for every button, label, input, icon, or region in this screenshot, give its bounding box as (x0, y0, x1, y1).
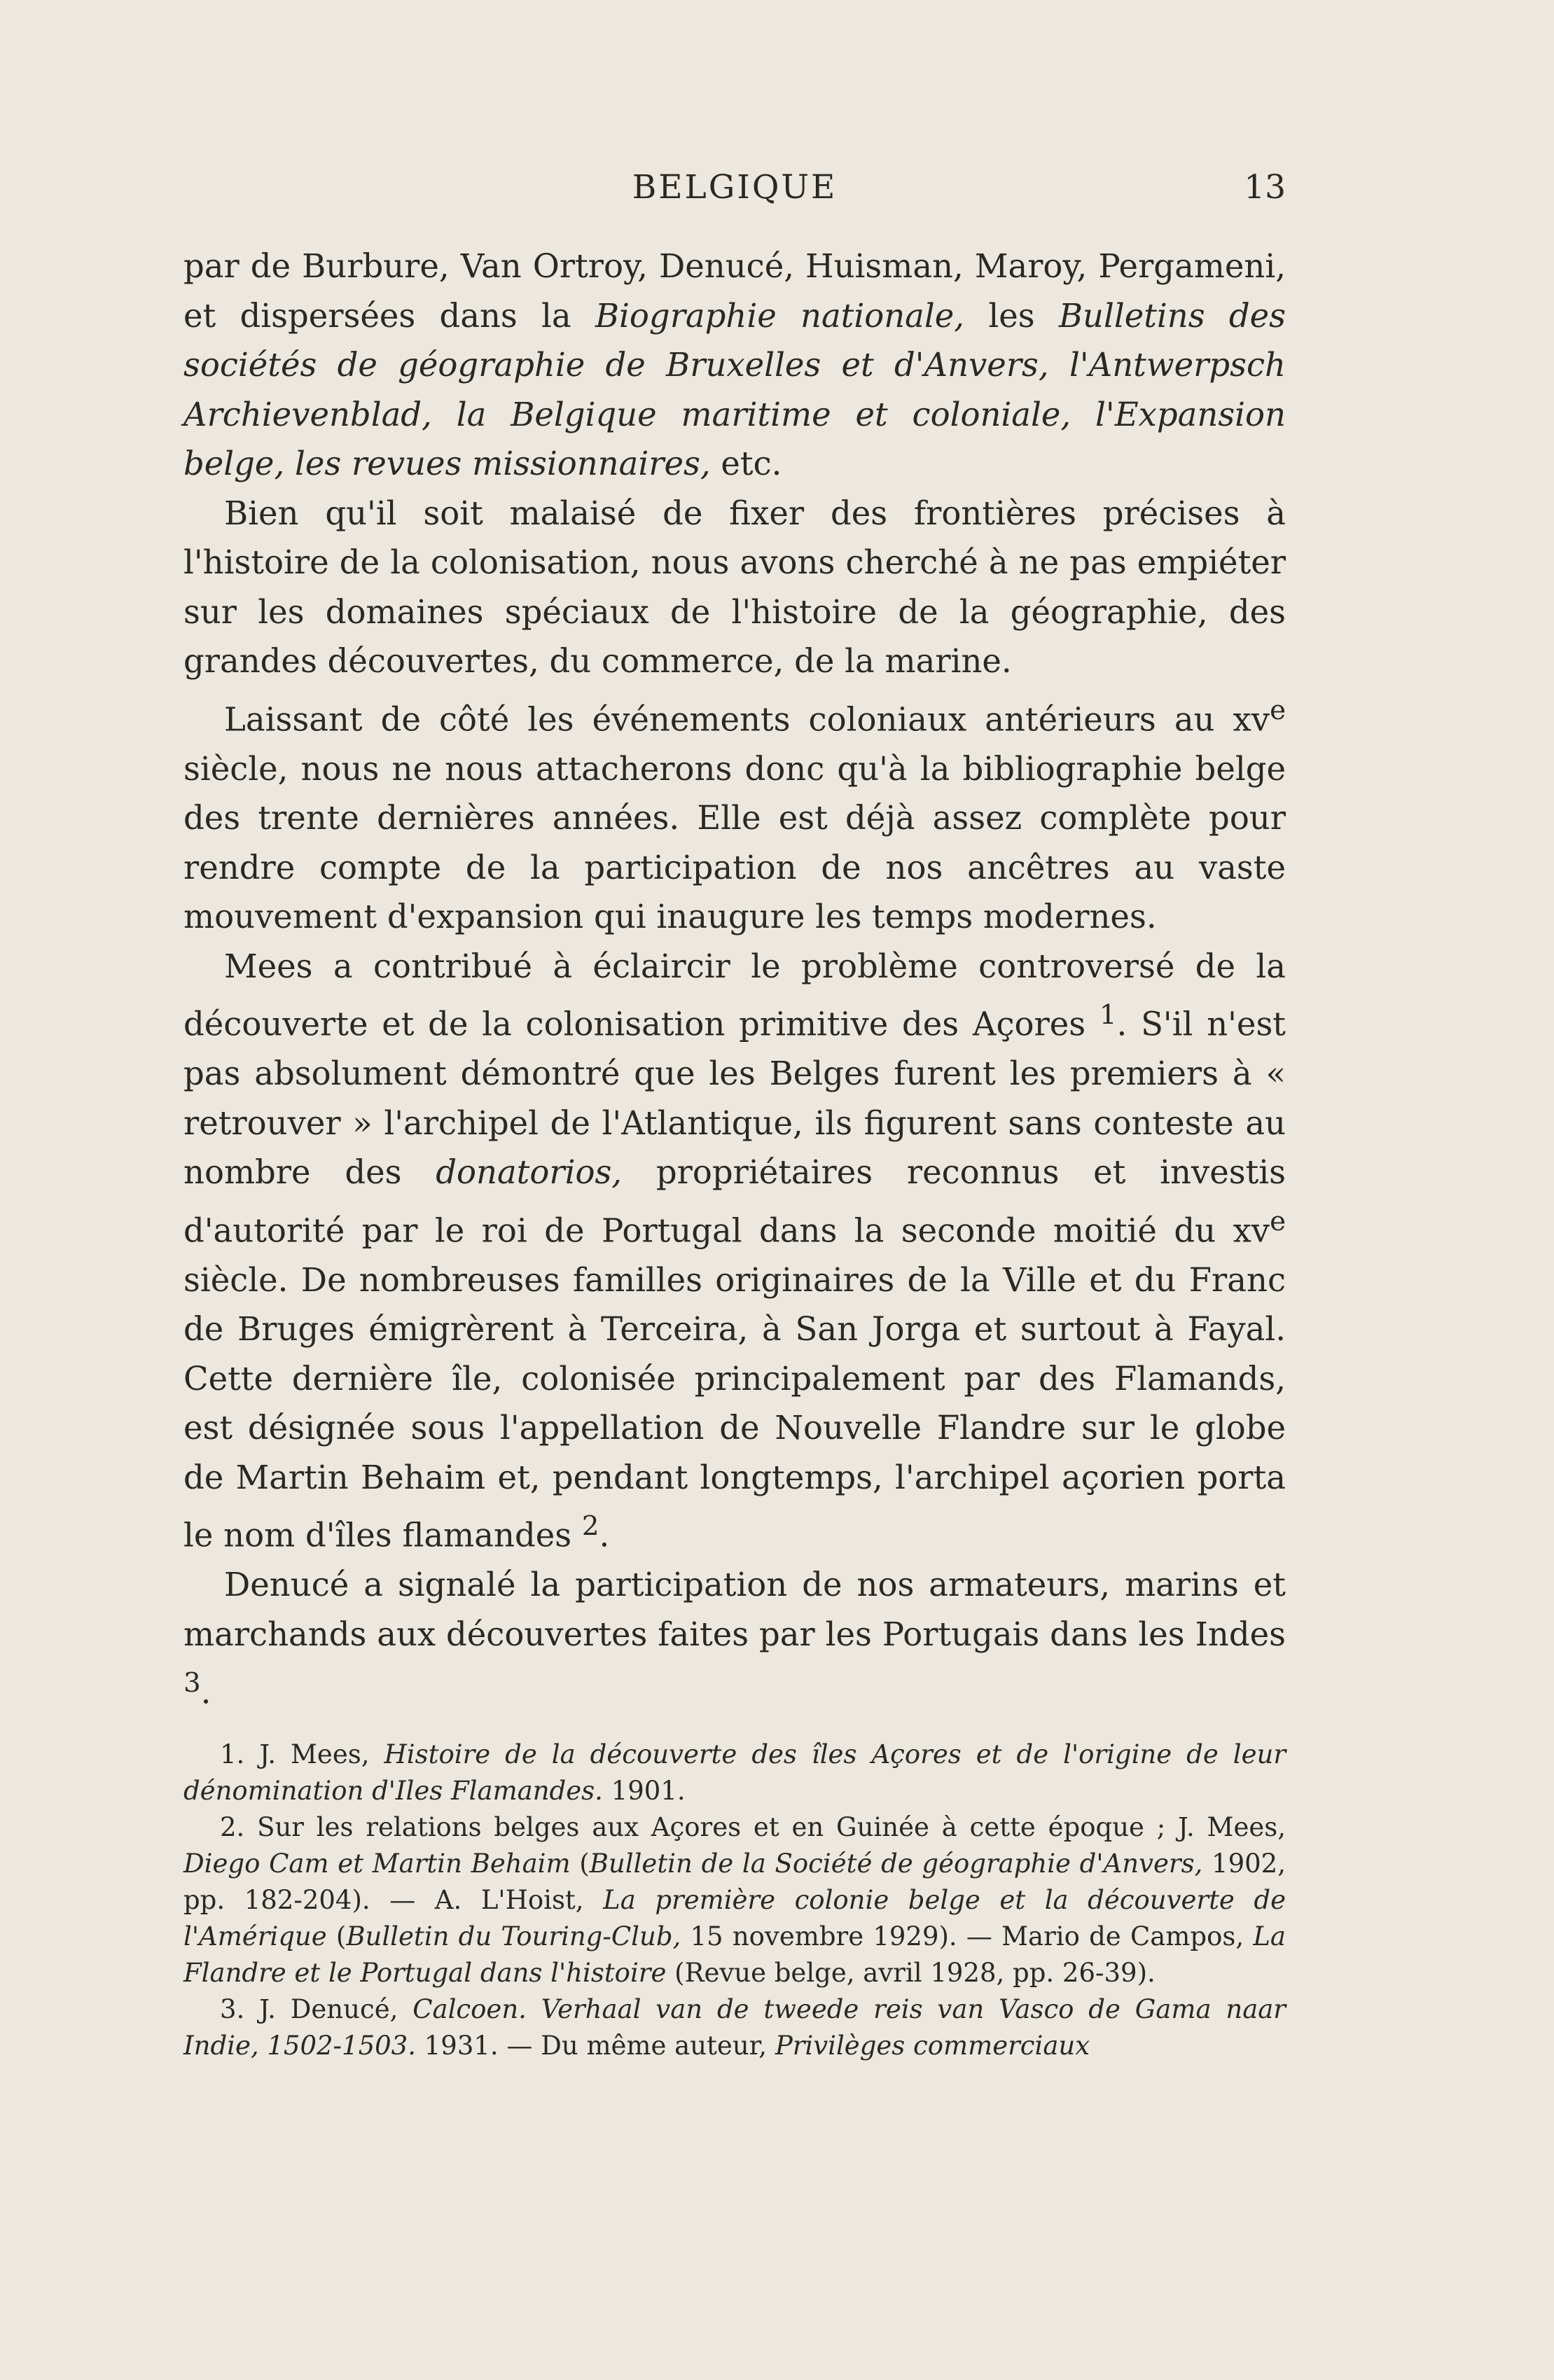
text-run: 1902, pp. 182-204). — A. L'Hoist, (183, 1849, 1286, 1915)
text-run: propriétaires reconnus et investis d'autorité par le roi de Portugal dans la seconde moitié du xv (183, 1153, 1286, 1249)
footnote-number: 1. (220, 1739, 245, 1769)
running-title: BELGIQUE (632, 168, 838, 207)
footnote-number: 2. (220, 1812, 245, 1842)
text-run: 15 novembre 1929). — Mario de Campos, (681, 1921, 1254, 1951)
footnote-number: 3. (220, 1994, 245, 2024)
text-run: ( (570, 1849, 590, 1879)
footnotes (183, 1737, 1286, 2064)
paragraph-continued (183, 242, 1286, 489)
paragraph-frontiers: Bien qu'il soit malaisé de fixer des frontières précises à l'histoire de la colonisation, nous avons cherché à ne pas empiéter sur les domaines spéciaux de l'histoire de la géographie, des grandes découvertes, du commerce, de la marine. (183, 494, 1286, 680)
text-run: Denucé a signalé la participation de nos armateurs, marins et marchands aux découvertes faites par les Portugais dans les Indes (183, 1566, 1286, 1653)
footnote-2 (183, 1809, 1286, 1991)
text-run: ( (326, 1921, 347, 1951)
century-superscript: e (1270, 1205, 1286, 1237)
italic-title: Biographie nationale, (595, 296, 965, 335)
text-run: les (964, 296, 1059, 335)
text-run: (Revue belge, avril 1928, pp. 26-39). (666, 1958, 1156, 1988)
text-run: 1901. (602, 1776, 686, 1806)
page-header (183, 168, 1286, 231)
paragraph-denuce (183, 1560, 1286, 1717)
paragraph-acores (183, 942, 1286, 1561)
text-run: par de Burbure, Van Ortroy, Denucé, Huisman, Maroy, Pergameni, et dispersées dans la (183, 247, 1286, 335)
italic-title: La Flandre et le Portugal dans l'histoire (183, 1921, 1286, 1988)
italic-title: Histoire de la découverte des îles Açores et de l'origine de leur dénomination d'Iles Flamandes. (183, 1739, 1286, 1806)
italic-title: Bulletins des sociétés de géographie de Bruxelles et d'Anvers, l'Antwerpsch Archievenblad, la Belgique maritime et coloniale, l'Expansion belge, les revues missionnaires, (183, 296, 1286, 482)
text-run: . (599, 1516, 610, 1554)
italic-title: Calcoen. Verhaal van de tweede reis van Vasco de Gama naar Indie, 1502-1503. (183, 1994, 1286, 2061)
text-run: . (200, 1673, 211, 1711)
page-number: 13 (1244, 168, 1286, 207)
italic-title: Bulletin de la Société de géographie d'Anvers, (589, 1849, 1203, 1879)
text-run: etc. (710, 445, 782, 482)
century-superscript: e (1270, 694, 1286, 726)
text-run: siècle, nous ne nous attacherons donc qu'à la bibliographie belge des trente dernières années. Elle est déjà assez complète pour rendre compte de la participation de nos ancêtres au vaste mouvement d'expansion qui inaugure les temps modernes. (183, 749, 1286, 935)
paragraph-bibliography (183, 686, 1286, 942)
footnote-ref: 3 (183, 1667, 201, 1699)
footnote-ref: 1 (1099, 999, 1117, 1031)
text-run: siècle. De nombreuses familles originaires de la Ville et du Franc de Bruges émigrèrent à Terceira, à San Jorga et surtout à Fayal. Cette dernière île, colonisée principalement par des Flamands, est désignée sous l'appellation de Nouvelle Flandre sur le globe de Martin Behaim et, pendant longtemps, l'archipel açorien porta le nom d'îles flamandes (183, 1260, 1286, 1554)
text-run: J. Mees, (244, 1739, 384, 1769)
text-run: Laissant de côté les événements coloniaux antérieurs au xv (224, 700, 1270, 738)
italic-title: La première colonie belge et la découverte de l'Amérique (183, 1885, 1286, 1951)
italic-title: Diego Cam et Martin Behaim (183, 1849, 571, 1879)
text-run: . S'il n'est pas absolument démontré que les Belges furent les premiers à « retrouver » l'archipel de l'Atlantique, ils figurent sans conteste au nombre des (183, 1005, 1286, 1191)
main-text (183, 242, 1286, 1717)
text-run: Mees a contribué à éclaircir le problème controversé de la découverte et de la colonisation primitive des Açores (183, 947, 1286, 1043)
footnote-1 (183, 1737, 1286, 1809)
footnote-3 (183, 1991, 1286, 2064)
italic-title: Bulletin du Touring-Club, (346, 1921, 681, 1951)
italic-title: Privilèges commerciaux (775, 2031, 1090, 2061)
footnote-ref: 2 (581, 1510, 599, 1542)
italic-term: donatorios, (436, 1153, 623, 1191)
text-run: Sur les relations belges aux Açores et en Guinée à cette époque ; J. Mees, (244, 1812, 1286, 1842)
text-run: J. Denucé, (244, 1994, 413, 2024)
text-run: 1931. — Du même auteur, (415, 2031, 775, 2061)
